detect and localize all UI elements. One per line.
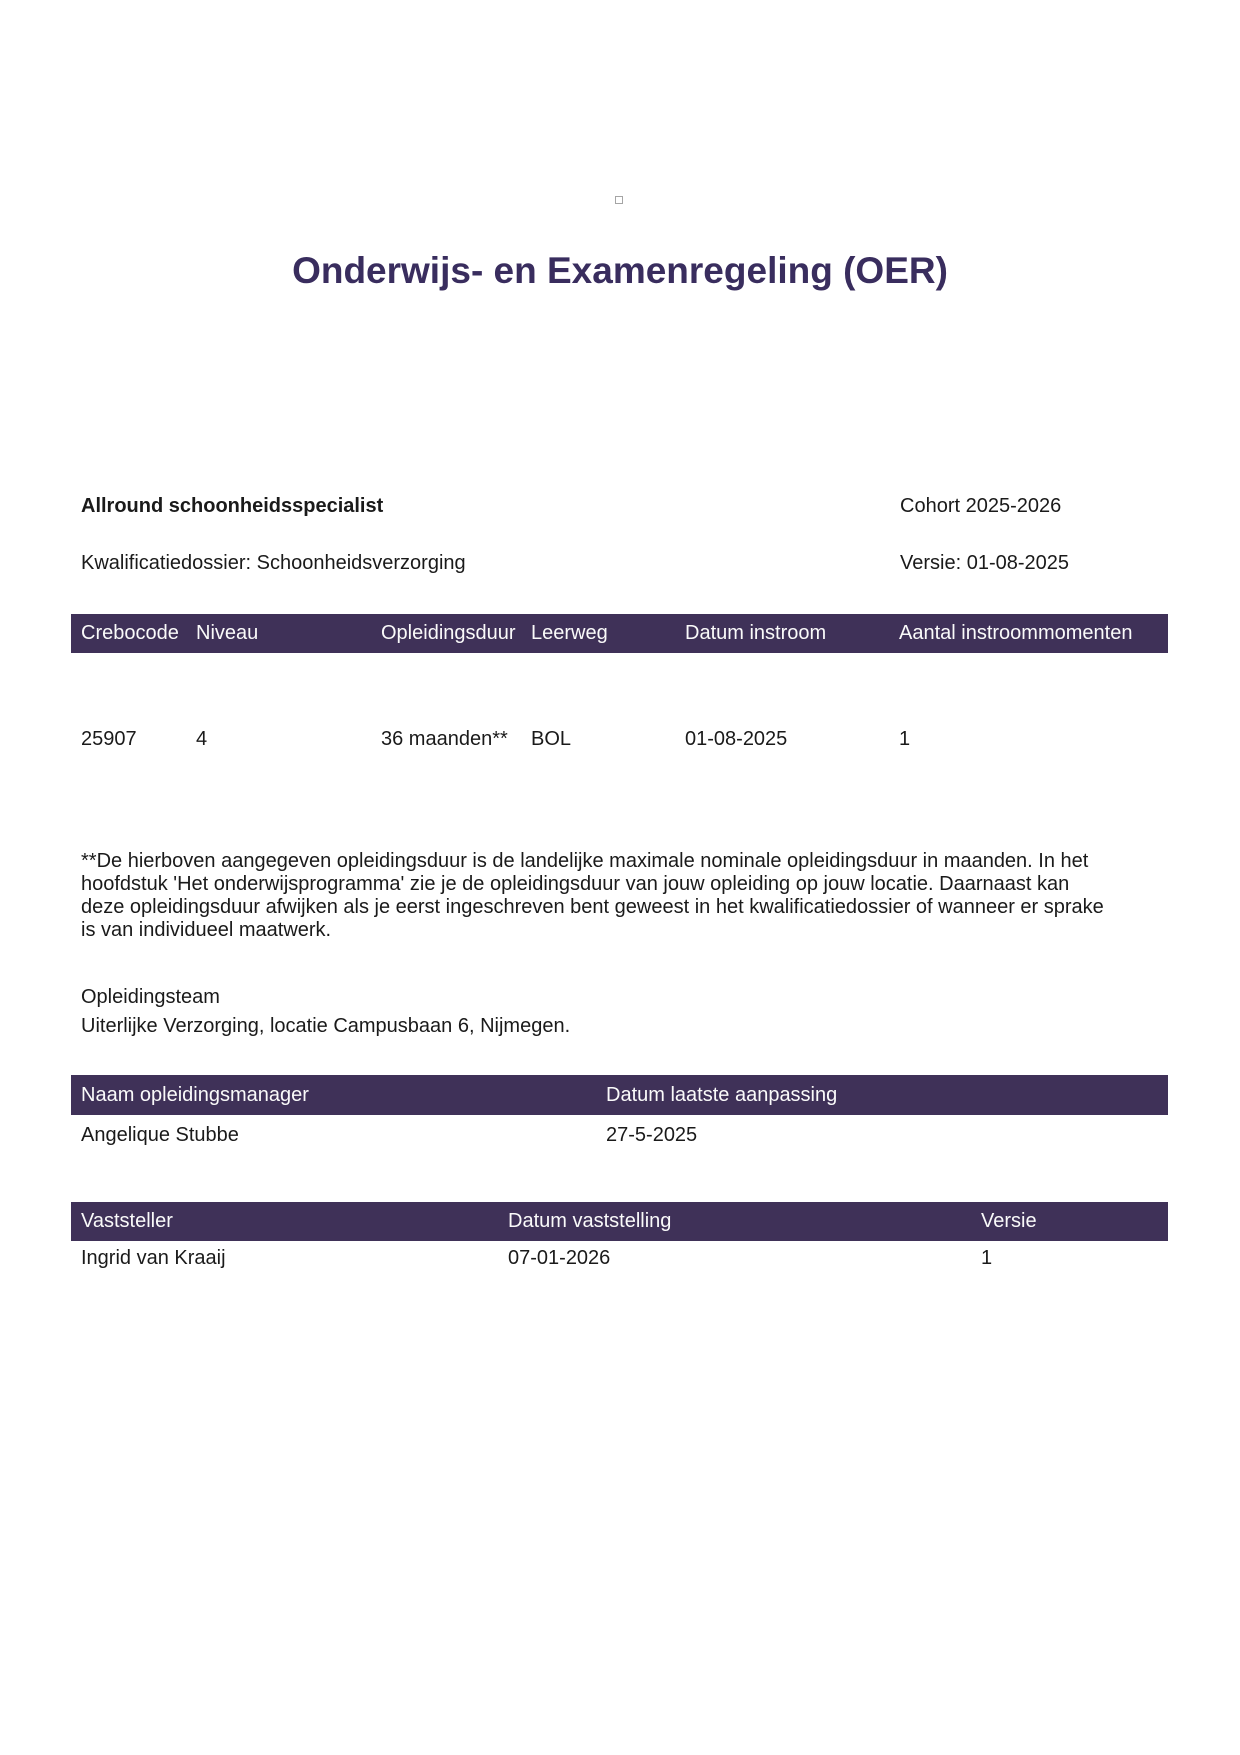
cell-versie: 1 (981, 1247, 993, 1269)
duration-note: **De hierboven aangegeven opleidingsduur is de landelijke maximale nominale opleidingsduur in maanden. In het hoofdstuk 'Het onderwijsprogramma' zie je de opleidingsduur van jouw opleiding op jouw locatie. Daarnaast kan deze opleidingsduur afwijken als je eerst ingeschreven bent geweest in het kwalificatiedossier of wanneer er sprake is van individueel maatwerk. (81, 850, 1104, 941)
cell-leerweg: BOL (531, 728, 572, 750)
column-header-leerweg: Leerweg (531, 622, 608, 644)
column-header-vaststeller: Vaststeller (81, 1210, 173, 1232)
column-header-datum-instroom: Datum instroom (685, 622, 827, 644)
qualification-label: Kwalificatiedossier: Schoonheidsverzorging (81, 552, 466, 574)
version-label: Versie: 01-08-2025 (900, 552, 1070, 574)
column-header-crebocode: Crebocode (81, 622, 179, 644)
enrollment-table-row (71, 728, 1168, 751)
cell-opleidingsmanager: Angelique Stubbe (81, 1124, 239, 1146)
cell-opleidingsduur: 36 maanden** (381, 728, 508, 750)
page-title: Onderwijs- en Examenregeling (OER) (292, 250, 948, 291)
cell-datum-vaststelling: 07-01-2026 (508, 1247, 611, 1269)
program-name: Allround schoonheidsspecialist (81, 495, 384, 517)
team-label: Opleidingsteam (81, 986, 220, 1008)
cell-niveau: 4 (196, 728, 208, 750)
column-header-datum-laatste-aanpassing: Datum laatste aanpassing (606, 1084, 838, 1106)
manager-table-row (71, 1124, 1168, 1147)
column-header-opleidingsduur: Opleidingsduur (381, 622, 516, 644)
approval-table-row (71, 1247, 1168, 1270)
column-header-niveau: Niveau (196, 622, 259, 644)
cell-aantal-instroommomenten: 1 (899, 728, 911, 750)
column-header-versie: Versie (981, 1210, 1037, 1232)
cell-vaststeller: Ingrid van Kraaij (81, 1247, 226, 1269)
manager-table-header (71, 1075, 1168, 1115)
team-location: Uiterlijke Verzorging, locatie Campusbaan 6, Nijmegen. (81, 1015, 571, 1037)
cell-datum-laatste-aanpassing: 27-5-2025 (606, 1124, 698, 1146)
image-placeholder-icon (615, 196, 623, 204)
cell-crebocode: 25907 (81, 728, 137, 750)
cell-datum-instroom: 01-08-2025 (685, 728, 788, 750)
column-header-aantal-instroommomenten: Aantal instroommomenten (899, 622, 1133, 644)
cohort-label: Cohort 2025-2026 (900, 495, 1062, 517)
approval-table-header (71, 1202, 1168, 1241)
enrollment-table-header (71, 614, 1168, 653)
column-header-naam-opleidingsmanager: Naam opleidingsmanager (81, 1084, 309, 1106)
column-header-datum-vaststelling: Datum vaststelling (508, 1210, 672, 1232)
